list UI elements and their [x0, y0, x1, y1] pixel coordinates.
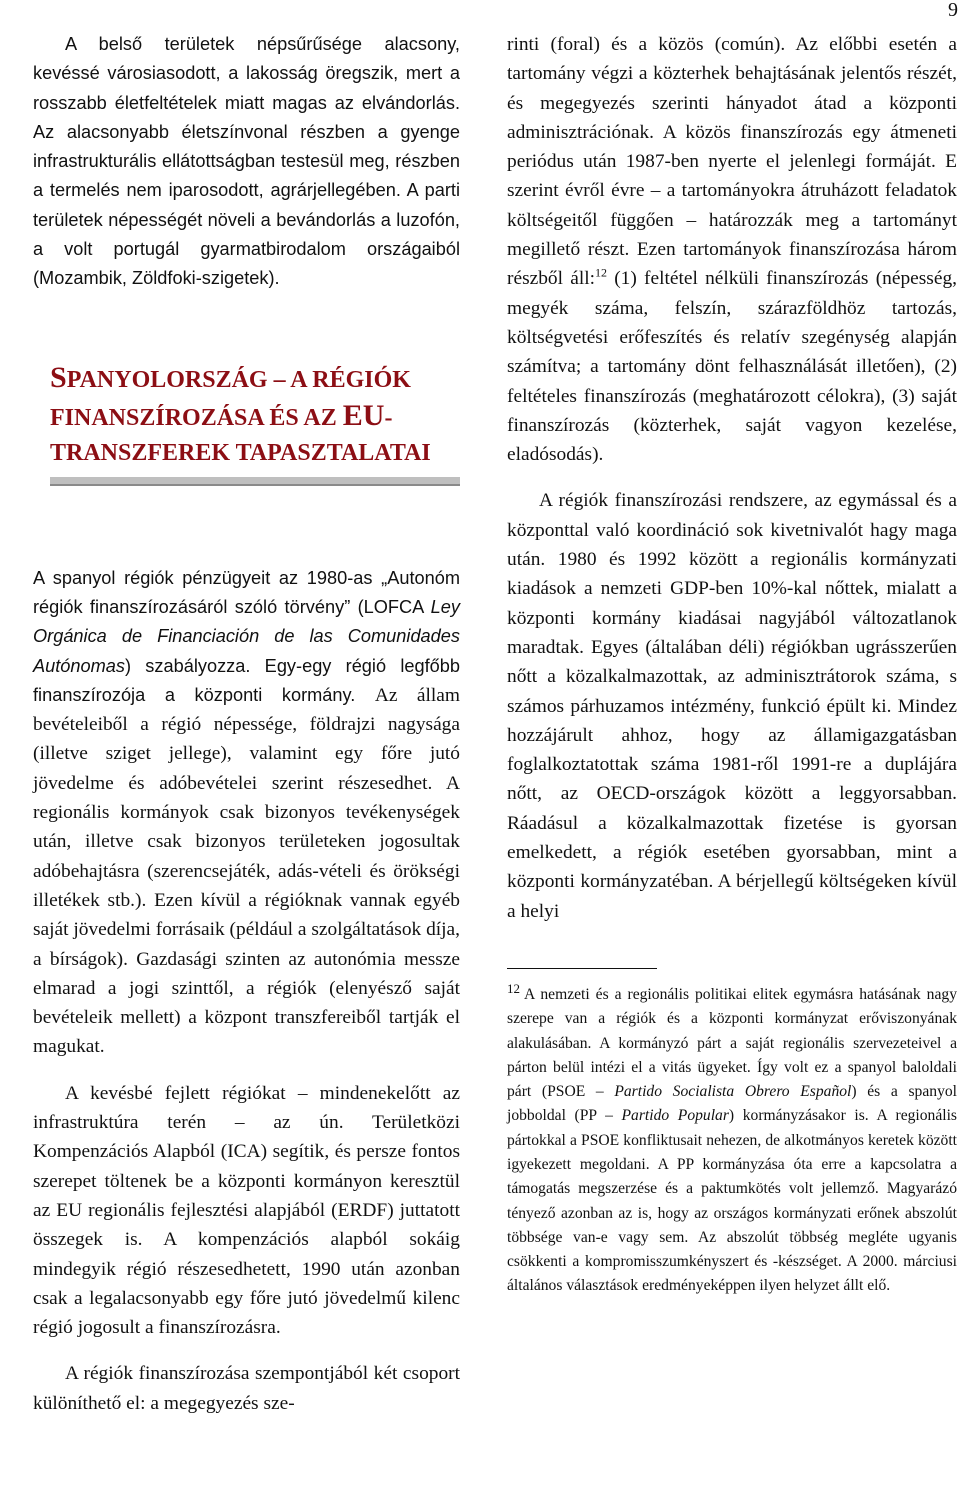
- heading-line-3: TRANSZFEREK TAPASZTALATAI: [50, 439, 431, 466]
- footnote-ref-12[interactable]: 12: [595, 265, 607, 280]
- intro-paragraph: A belső területek népsűrűsége alacsony, kevéssé városiasodott, a lakosság öregszik, mert a rosszabb életfeltételek miatt magas az elvándorlás. Az alacsonyabb életszínvonal részben a gyenge infrastrukturális ellátottságban testesül meg, részben a termelés nem iparosodott, agrárjellegében. A parti területek népességét növeli a bevándorlás a luzofón, a volt portugál gyarmatbirodalom országaiból (Mozambik, Zöldfoki-szigetek).: [33, 34, 460, 289]
- footnote-italic-pp: Partido Popular: [621, 1107, 729, 1125]
- footnote-12: [507, 980, 957, 1299]
- footnote-text-b: ) és a spanyol jobboldal (PP –: [507, 1083, 957, 1125]
- heading-rule: [50, 477, 460, 486]
- section-heading: [33, 360, 460, 471]
- heading-eu: EU: [342, 398, 385, 432]
- left-column: [33, 30, 460, 1418]
- footnote-number: 12: [507, 980, 520, 996]
- foral-paragraph: [507, 30, 957, 469]
- ica-paragraph: A kevésbé fejlett régiókat – mindenekelőtt az infrastruktúra terén – az ún. Területközi Kompenzációs Alapból (ICA) segítik, és persze fontos szerepet töltenek be a központi kormányon keresztül az EU regionális fejlesztési alapjából (ERDF) juttatott összegek is. A kompenzációs alapból sokáig mindegyik régió részesedhetett, 1990 után azonban csak a legalacsonyabb egy főre jutó jövedelmű kilenc régió jogosult a finanszírozásra.: [33, 1082, 460, 1339]
- heading-line-2: FINANSZÍROZÁSA ÉS AZ: [50, 404, 343, 431]
- foral-text-a: rinti (foral) és a közös (común). Az előbbi esetén a tartomány végzi a közterhek behajtásának jelentős részét, és megegyezés szerinti hányadot átad a központi adminisztrációnak. A közös finanszírozás egy átmeneti periódus után 1987-ben nyerte el jelenlegi formáját. E szerint évről évre – a tartományokra átruházott feladatok költségeitől függően – határozzák meg a tartományt megillető részt. Ezen tartományok finanszírozása három részből áll:: [507, 34, 957, 290]
- right-column: [507, 30, 957, 1299]
- heading-initial: S: [50, 360, 67, 394]
- lofca-italic: Ley Orgánica de Financiación de las Comunidades Autónomas: [33, 596, 460, 676]
- lofca-text-c: Az állam bevételeiből a régió népessége, földrajzi nagysága (illetve sziget jellege), valamint egy főre jutó jövedelme és adóbevételei szerint részesedhet. A regionális kormányok csak bizonyos tevékenységek után, illetve csak bizonyos területeken jogosultak adóbehajtásra (szerencsejáték, adás-vételi és örökségi illetékek stb.). Ezen kívül a régióknak vannak egyéb saját jövedelmi forrásaik (például a szolgáltatások díja, a bírságok). Gazdasági szinten az autonómia messze elmarad a jogi szinttől, a régiók (elenyésző saját bevételeik mellett) a központ transzfereiből tartják el magukat.: [33, 684, 460, 1058]
- lofca-text-a: A spanyol régiók pénzügyeit az 1980-as „Autonóm régiók finanszírozásáról szóló törvény” (LOFCA: [33, 567, 460, 617]
- footnote-italic-psoe: Partido Socialista Obrero Español: [614, 1083, 852, 1101]
- heading-line-2-end: -: [384, 404, 393, 431]
- heading-line-1: PANYOLORSZÁG – A RÉGIÓK: [66, 366, 411, 393]
- footnote-text-c: ) kormányzásakor is. A regionális pártokkal a PSOE konfliktusait nehezen, de alkotmányos keretek között igyekezett megoldani. A PP kormányzása óta erre a kapcsolatra a támogatás megszerzése és a paktumkötés volt jellemző. Magyarázó tényező azonban az is, hogy az országos kormányzati erőnek abszolút többsége van-e vagy sem. Az abszolút többség megléte ugyanis csökkenti a kompromisszumkényszert és -készséget. A 2000. márciusi általános választások eredményeképpen ilyen helyzet állt elő.: [507, 1107, 957, 1295]
- footnote-separator: [507, 968, 657, 969]
- footnote-text-a: A nemzeti és a regionális politikai elitek egymásra hatásának nagy szerepe van a régiók és a központi kormányzat erőviszonyának alakulásában. A kormányzó párt a saját regionális szervezeteivel a párton belül intézi el a vitás ügyeket. Így volt ez a spanyol baloldali párt (PSOE –: [507, 985, 957, 1101]
- lofca-text-b: ) szabályozza. Egy-egy régió legfőbb finanszírozója a központi kormány.: [33, 655, 460, 705]
- page-number: 9: [948, 0, 958, 21]
- groups-paragraph: A régiók finanszírozása szempontjából két csoport különíthető el: a megegyezés sze-: [33, 1363, 460, 1414]
- lofca-paragraph: [33, 564, 460, 1062]
- coordination-paragraph: A régiók finanszírozási rendszere, az egymással és a központtal való koordináció sok kivetnivalót hagy maga után. 1980 és 1992 között a regionális kormányzati kiadások a nemzeti GDP-ben 10%-kal nőttek, mialatt a központi kormány kiadásai nagyjából változatlanok maradtak. Egyes (általában déli) régiókban ugrásszerűen nőtt a közalkalmazottak, az adminisztrátorok száma, s számos párhuzamos intézmény, funkció épült ki. Mindez hozzájárult ahhoz, hogy az államigazgatásban foglalkoztatottak száma 1981-ről 1991-re a duplájára nőtt, az OECD-országok között a leggyorsabban. Ráadásul a közalkalmazottak fizetése is gyorsan emelkedett, a régiók esetében gyorsabban, mint a központi kormányzatéban. A bérjellegű költségeken kívül a helyi: [507, 490, 957, 922]
- foral-text-b: (1) feltétel nélküli finanszírozás (népesség, megyék száma, felszín, szárazföldhöz tartozás, költségvetési erőfeszítés és relatív szegénység alapján számítva; a tartomány dönt felhasználását illetően), (2) feltételes finanszírozás (meghatározott célokra), (3) saját finanszírozás (közterhek, saját vagyon kezelése, eladósodás).: [507, 268, 957, 466]
